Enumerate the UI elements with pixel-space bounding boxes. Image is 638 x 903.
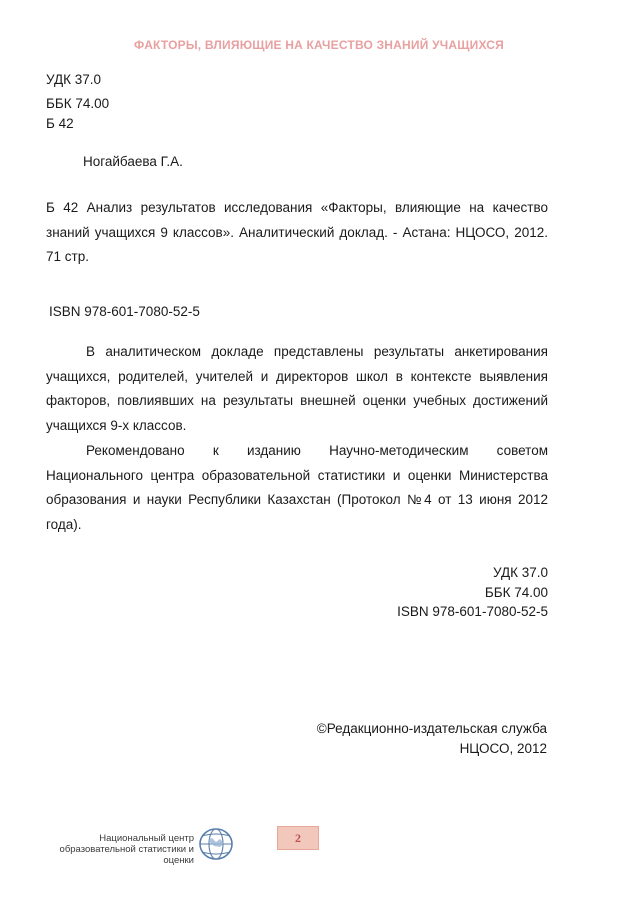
classification-codes-bottom xyxy=(397,563,548,622)
abstract-text-2: Рекомендовано к изданию Научно-методическим советом Национального центра образовательной статистики и оценки Министерства образования и науки Республики Казахстан (Протокол №4 от 13 июня 2012 года). xyxy=(46,442,548,532)
bbk-code-bottom: ББК 74.00 xyxy=(484,584,548,600)
udk-code-bottom: УДК 37.0 xyxy=(492,565,548,580)
copyright-line-2: НЦОСО, 2012 xyxy=(459,740,547,756)
copyright-notice xyxy=(317,719,547,758)
author-name: Ногайбаева Г.А. xyxy=(83,154,183,169)
abstract-paragraph-2 xyxy=(46,439,548,538)
abstract xyxy=(46,340,548,538)
copyright-line-1: ©Редакционно-издательская служба xyxy=(316,721,547,736)
globe-logo-icon xyxy=(196,826,236,862)
bbk-code: ББК 74.00 xyxy=(46,96,110,111)
org-name-line-1: Национальный центр xyxy=(99,833,194,844)
org-name-line-2: образовательной статистики и оценки xyxy=(59,844,194,866)
abstract-text-1: В аналитическом докладе представлены результаты анкетирования учащихся, родителей, учителей и директоров школ в контексте выявления факторов, повлиявших на результаты внешней оценки учебных достижений учащихся 9-х классов. xyxy=(46,344,548,434)
classification-codes xyxy=(46,70,109,134)
page-number: 2 xyxy=(277,826,319,850)
isbn: ISBN 978-601-7080-52-5 xyxy=(49,304,200,319)
footer-org-name xyxy=(44,833,194,866)
author-mark: Б 42 xyxy=(46,116,74,131)
running-header: ФАКТОРЫ, ВЛИЯЮЩИЕ НА КАЧЕСТВО ЗНАНИЙ УЧАЩИХСЯ xyxy=(134,38,504,52)
bibliographic-entry: Б 42 Анализ результатов исследования «Факторы, влияющие на качество знаний учащихся 9 классов». Аналитический доклад. - Астана: НЦОСО, 2012. 71 стр. xyxy=(46,200,548,265)
udk-code: УДК 37.0 xyxy=(46,72,102,87)
isbn-bottom: ISBN 978-601-7080-52-5 xyxy=(397,604,548,619)
abstract-paragraph-1 xyxy=(46,340,548,439)
